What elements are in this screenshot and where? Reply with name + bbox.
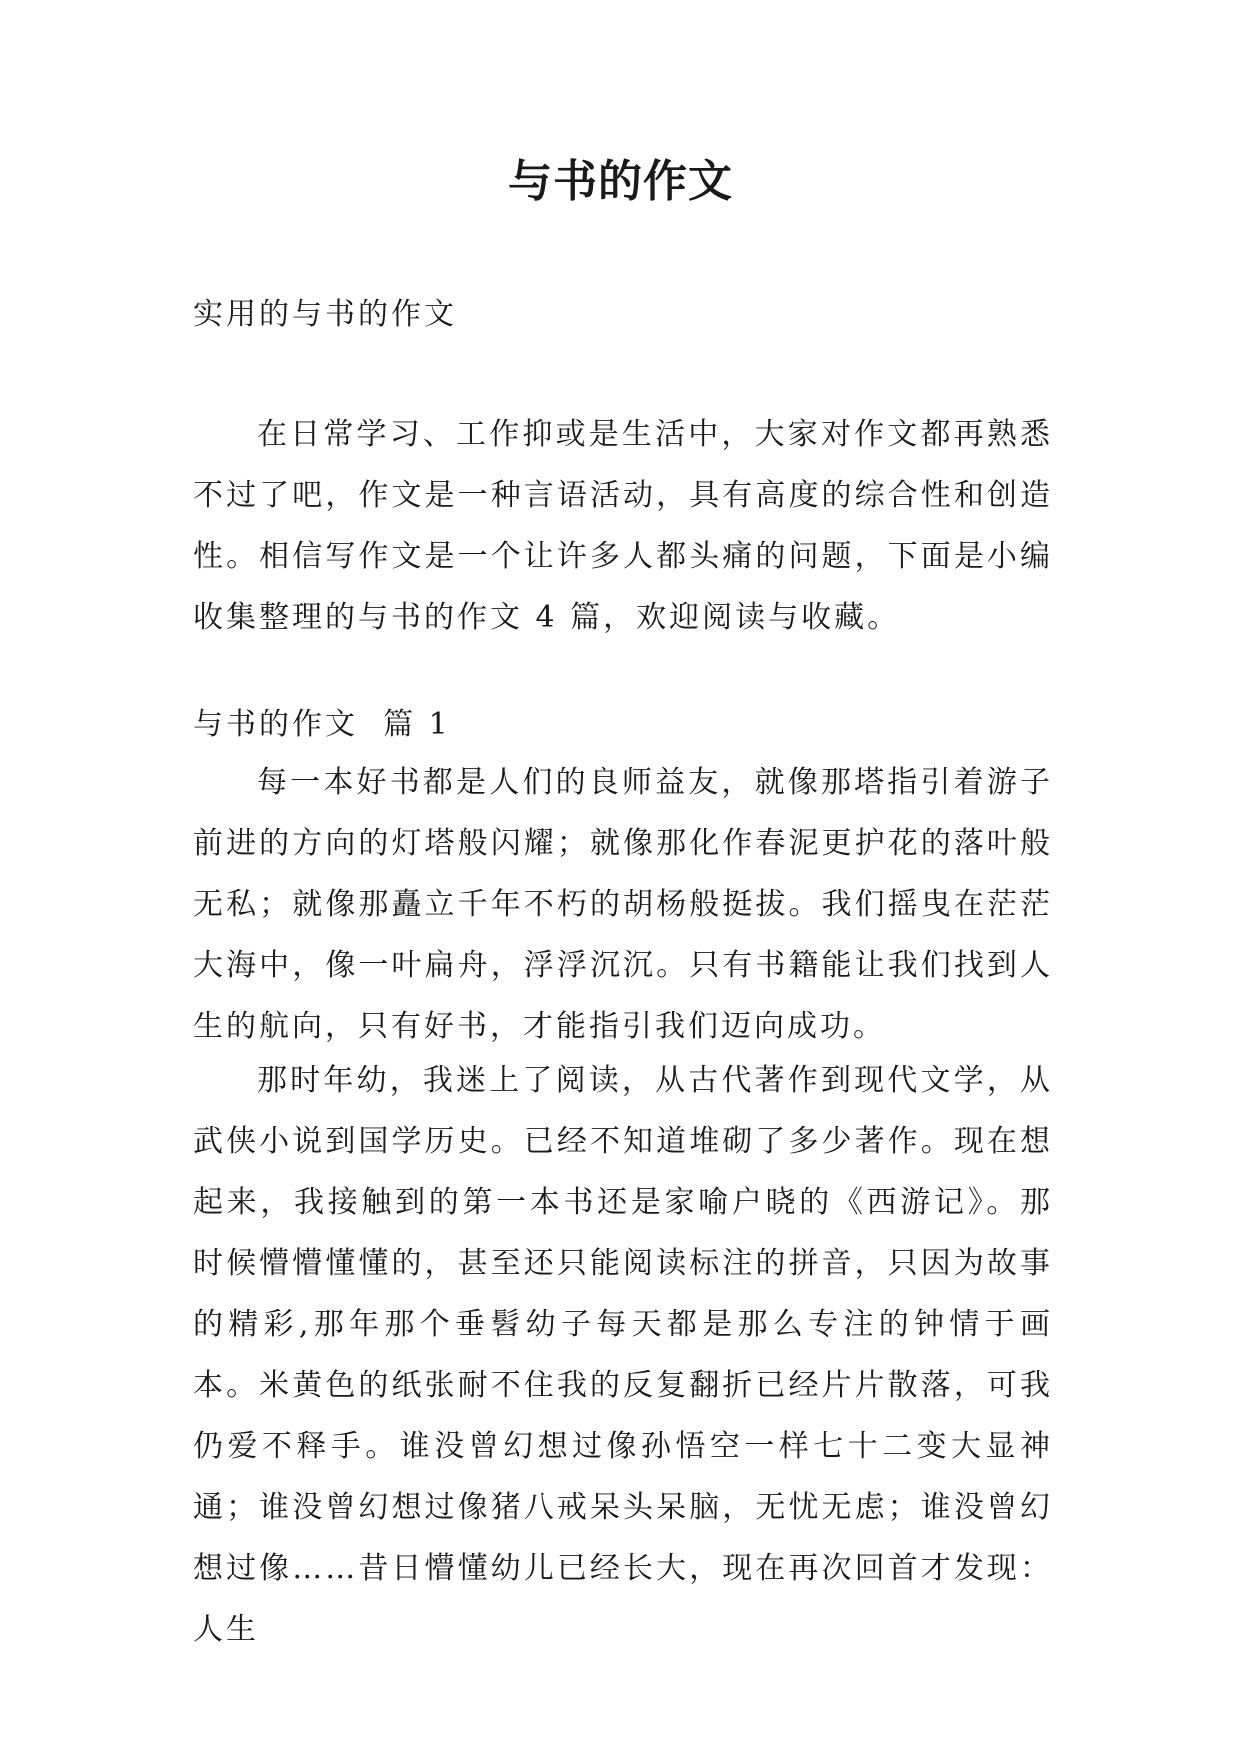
- section-heading: 与书的作文 篇 1: [193, 707, 451, 742]
- document-title: 与书的作文: [508, 156, 733, 207]
- document-subtitle: 实用的与书的作文: [193, 297, 457, 332]
- body-paragraph-1: 每一本好书都是人们的良师益友，就像那塔指引着游子前进的方向的灯塔般闪耀；就像那化作春泥更护花的落叶般无私；就像那矗立千年不朽的胡杨般挺拔。我们摇曳在茫茫大海中，像一叶扁舟，浮浮沉沉。只有书籍能让我们找到人生的航向，只有好书，才能指引我们迈向成功。: [193, 765, 1053, 1044]
- intro-paragraph: 在日常学习、工作抑或是生活中，大家对作文都再熟悉不过了吧，作文是一种言语活动，具有高度的综合性和创造性。相信写作文是一个让许多人都头痛的问题，下面是小编收集整理的与书的作文 4 篇，欢迎阅读与收藏。: [193, 417, 1053, 635]
- body-paragraph-2: 那时年幼，我迷上了阅读，从古代著作到现代文学，从武侠小说到国学历史。已经不知道堆砌了多少著作。现在想起来，我接触到的第一本书还是家喻户晓的《西游记》。那时候懵懵懂懂的，甚至还只能阅读标注的拼音，只因为故事的精彩,那年那个垂髫幼子每天都是那么专注的钟情于画本。米黄色的纸张耐不住我的反复翻折已经片片散落，可我仍爱不释手。谁没曾幻想过像孙悟空一样七十二变大显神通；谁没曾幻想过像猪八戒呆头呆脑，无忧无虑；谁没曾幻想过像……昔日懵懂幼儿已经长大，现在再次回首才发现：人生: [193, 1063, 1053, 1647]
